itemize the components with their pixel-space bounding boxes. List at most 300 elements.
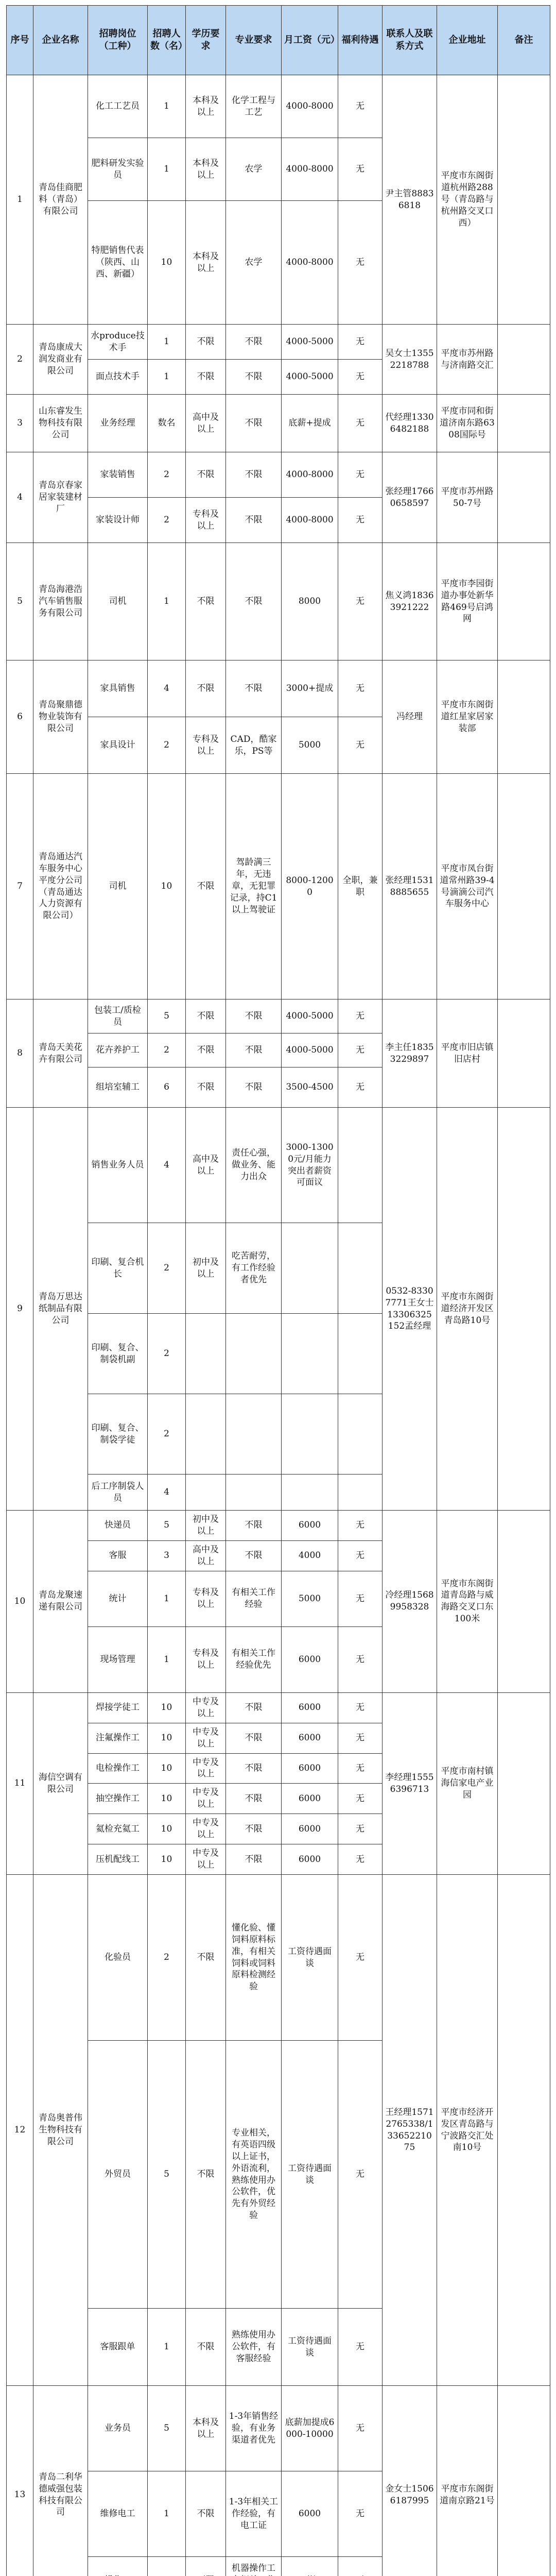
welfare-cell: 无	[338, 1753, 383, 1784]
salary-cell: 4000-8000	[282, 498, 338, 543]
salary-cell: 5000	[282, 1571, 338, 1626]
count-cell: 数名	[148, 395, 186, 452]
header-cell: 序号	[7, 6, 33, 75]
company-name-cell: 青岛康成大润发商业有限公司	[33, 325, 88, 395]
education-cell: 不限	[186, 1033, 226, 1067]
count-cell: 1	[148, 2309, 186, 2386]
major-cell: 不限	[226, 325, 282, 360]
welfare-cell: 无	[338, 75, 383, 138]
seq-cell: 1	[7, 75, 33, 325]
major-cell: 不限	[226, 360, 282, 395]
company-name-cell: 青岛二利华德威强包装科技有限公司	[33, 2386, 88, 2576]
major-cell: 不限	[226, 1723, 282, 1753]
remark-cell	[498, 75, 550, 325]
major-cell: 不限	[226, 1692, 282, 1723]
major-cell: 不限	[226, 1784, 282, 1814]
education-cell: 不限	[186, 2041, 226, 2309]
education-cell: 本科及以上	[186, 138, 226, 201]
welfare-cell	[338, 1108, 383, 1223]
header-cell: 企业名称	[33, 6, 88, 75]
post-cell: 销售业务人员	[88, 1108, 148, 1223]
address-cell: 平度市旧店镇旧店村	[437, 999, 498, 1108]
post-cell: 家装设计师	[88, 498, 148, 543]
welfare-cell: 无	[338, 1511, 383, 1541]
education-cell: 不限	[186, 325, 226, 360]
welfare-cell	[338, 1475, 383, 1511]
education-cell: 专科及以上	[186, 1571, 226, 1626]
table-body	[7, 75, 550, 2576]
seq-cell: 3	[7, 395, 33, 452]
company-name-cell: 山东睿发生物科技有限公司	[33, 395, 88, 452]
education-cell: 中专及以上	[186, 1692, 226, 1723]
post-cell: 特肥销售代表（陕西、山西、新疆）	[88, 201, 148, 325]
education-cell	[186, 1394, 226, 1475]
education-cell: 中专及以上	[186, 1784, 226, 1814]
major-cell: 吃苦耐劳，有工作经验者优先	[226, 1223, 282, 1314]
welfare-cell: 无	[338, 1875, 383, 2041]
header-cell: 月工资（元）	[282, 6, 338, 75]
contact-cell: 吴女士13552218788	[383, 325, 437, 395]
salary-cell	[282, 1314, 338, 1394]
table-row	[7, 395, 550, 452]
education-cell	[186, 1475, 226, 1511]
company-name-cell: 海信空调有限公司	[33, 1692, 88, 1874]
contact-cell: 李经理15556396713	[383, 1692, 437, 1874]
remark-cell	[498, 1875, 550, 2386]
education-cell: 中专及以上	[186, 1814, 226, 1844]
major-cell: 熟练使用办公软件，有客服经验	[226, 2309, 282, 2386]
major-cell: 1-3年相关工作经验，有电工证	[226, 2471, 282, 2557]
count-cell: 5	[148, 2041, 186, 2309]
company-name-cell: 青岛海港浩汽车销售服务有限公司	[33, 543, 88, 660]
salary-cell: 4000	[282, 1540, 338, 1571]
salary-cell: 6000	[282, 1844, 338, 1875]
remark-cell	[498, 999, 550, 1108]
salary-cell: 工资待遇面谈	[282, 1875, 338, 2041]
seq-cell: 6	[7, 660, 33, 774]
post-cell: 面点技术手	[88, 360, 148, 395]
salary-cell: 4000-5000	[282, 325, 338, 360]
salary-cell: 工资待遇面谈	[282, 2309, 338, 2386]
education-cell: 本科及以上	[186, 75, 226, 138]
major-cell: 农学	[226, 201, 282, 325]
seq-cell: 7	[7, 774, 33, 999]
table-row	[7, 660, 550, 717]
company-name-cell: 青岛京春家居家装建材厂	[33, 452, 88, 543]
education-cell: 不限	[186, 1067, 226, 1108]
count-cell: 4	[148, 1108, 186, 1223]
count-cell: 4	[148, 1475, 186, 1511]
major-cell: 不限	[226, 1753, 282, 1784]
address-cell: 平度市东阁街道杭州路288号（青岛路与杭州路交叉口西）	[437, 75, 498, 325]
table-row	[7, 325, 550, 360]
education-cell	[186, 2557, 226, 2576]
post-cell: 压机配线工	[88, 1844, 148, 1875]
table-row	[7, 1511, 550, 1541]
count-cell: 2	[148, 1033, 186, 1067]
education-cell: 初中及以上	[186, 1223, 226, 1314]
company-name-cell: 青岛龙聚速递有限公司	[33, 1511, 88, 1693]
salary-cell: 4000-8000	[282, 201, 338, 325]
salary-cell: 3500-4500	[282, 1067, 338, 1108]
welfare-cell: 无	[338, 660, 383, 717]
count-cell: 5	[148, 1511, 186, 1541]
address-cell: 平度市南村镇海信家电产业园	[437, 1692, 498, 1874]
welfare-cell: 无	[338, 2386, 383, 2471]
salary-cell: 4000-8000	[282, 75, 338, 138]
major-cell: 不限	[226, 1033, 282, 1067]
company-name-cell: 青岛聚鼎德物业装饰有限公司	[33, 660, 88, 774]
welfare-cell: 无	[338, 1814, 383, 1844]
salary-cell: 4000-5000	[282, 1033, 338, 1067]
welfare-cell: 无	[338, 1571, 383, 1626]
post-cell: 印刷、复合机长	[88, 1223, 148, 1314]
salary-cell: 8000-12000	[282, 774, 338, 999]
count-cell: 10	[148, 774, 186, 999]
seq-cell: 5	[7, 543, 33, 660]
welfare-cell: 无	[338, 1844, 383, 1875]
education-cell: 中专及以上	[186, 1844, 226, 1875]
contact-cell: 张经理17660658597	[383, 452, 437, 543]
count-cell: 1	[148, 543, 186, 660]
salary-cell: 6000	[282, 1753, 338, 1784]
major-cell: 不限	[226, 1844, 282, 1875]
seq-cell: 12	[7, 1875, 33, 2386]
welfare-cell: 无	[338, 395, 383, 452]
seq-cell: 4	[7, 452, 33, 543]
post-cell: 组培室辅工	[88, 1067, 148, 1108]
salary-cell: 3000-13000元/月能力突出者薪资可面议	[282, 1108, 338, 1223]
major-cell: 不限	[226, 999, 282, 1033]
welfare-cell	[338, 1314, 383, 1394]
education-cell: 不限	[186, 660, 226, 717]
count-cell: 10	[148, 1723, 186, 1753]
welfare-cell: 无	[338, 2309, 383, 2386]
major-cell: 专业相关，有英语四级以上证书，外语流利，熟练使用办公软件，优先有外贸经验	[226, 2041, 282, 2309]
welfare-cell: 无	[338, 999, 383, 1033]
post-cell: 水produce技术手	[88, 325, 148, 360]
education-cell: 不限	[186, 543, 226, 660]
major-cell: 不限	[226, 1067, 282, 1108]
salary-cell: 3000+提成	[282, 660, 338, 717]
count-cell: 10	[148, 1814, 186, 1844]
major-cell: CAD，酷家乐，PS等	[226, 717, 282, 774]
major-cell: 不限	[226, 1540, 282, 1571]
salary-cell: 4000-5000	[282, 999, 338, 1033]
address-cell: 平度市东阁街道红星家居家装部	[437, 660, 498, 774]
education-cell: 不限	[186, 1875, 226, 2041]
seq-cell: 11	[7, 1692, 33, 1874]
header-cell: 学历要求	[186, 6, 226, 75]
remark-cell	[498, 1511, 550, 1693]
post-cell: 业务员	[88, 2386, 148, 2471]
table-row	[7, 999, 550, 1033]
salary-cell: 4000-8000	[282, 452, 338, 498]
company-name-cell: 青岛奥普伟生物科技有限公司	[33, 1875, 88, 2386]
post-cell: 外贸员	[88, 2041, 148, 2309]
remark-cell	[498, 774, 550, 999]
contact-cell: 0532-83307771王女士13306325152孟经理	[383, 1108, 437, 1511]
education-cell: 中专及以上	[186, 1723, 226, 1753]
address-cell: 平度市东阁街道青岛路与威海路交叉口东100米	[437, 1511, 498, 1693]
post-cell: 抽空操作工	[88, 1784, 148, 1814]
table-row	[7, 452, 550, 498]
major-cell: 有相关工作经验	[226, 1571, 282, 1626]
welfare-cell: 无	[338, 1723, 383, 1753]
welfare-cell: 无	[338, 1784, 383, 1814]
major-cell: 不限	[226, 1814, 282, 1844]
education-cell: 不限	[186, 999, 226, 1033]
remark-cell	[498, 395, 550, 452]
salary-cell: 6000	[282, 1692, 338, 1723]
education-cell: 不限	[186, 360, 226, 395]
seq-cell: 10	[7, 1511, 33, 1693]
major-cell: 不限	[226, 1511, 282, 1541]
salary-cell: 6000	[282, 1814, 338, 1844]
count-cell: 1	[148, 360, 186, 395]
welfare-cell: 无	[338, 498, 383, 543]
major-cell: 不限	[226, 452, 282, 498]
seq-cell: 9	[7, 1108, 33, 1511]
remark-cell	[498, 2386, 550, 2576]
education-cell: 中专及以上	[186, 1753, 226, 1784]
salary-cell: 4000-8000	[282, 138, 338, 201]
salary-cell	[282, 2557, 338, 2576]
table-row	[7, 543, 550, 660]
count-cell: 10	[148, 1844, 186, 1875]
count-cell: 2	[148, 1875, 186, 2041]
welfare-cell: 无	[338, 717, 383, 774]
post-cell: 注氟操作工	[88, 1723, 148, 1753]
major-cell: 有相关工作经验优先	[226, 1626, 282, 1692]
salary-cell: 8000	[282, 543, 338, 660]
post-cell: 花卉养护工	[88, 1033, 148, 1067]
welfare-cell: 无	[338, 1033, 383, 1067]
salary-cell: 5000	[282, 717, 338, 774]
major-cell: 懂化验、懂饲料原料标准，有相关饲料或饲料原料检测经验	[226, 1875, 282, 2041]
salary-cell	[282, 1223, 338, 1314]
major-cell: 1-3年销售经验，有业务渠道者优先	[226, 2386, 282, 2471]
contact-cell: 代经理13306482188	[383, 395, 437, 452]
post-cell: 印刷、复合、制袋机副	[88, 1314, 148, 1394]
education-cell: 专科及以上	[186, 717, 226, 774]
address-cell: 平度市苏州路50-7号	[437, 452, 498, 543]
education-cell: 不限	[186, 2309, 226, 2386]
education-cell: 本科及以上	[186, 2386, 226, 2471]
table-row	[7, 774, 550, 999]
welfare-cell: 无	[338, 1626, 383, 1692]
welfare-cell: 无	[338, 1067, 383, 1108]
welfare-cell: 无	[338, 2471, 383, 2557]
education-cell: 不限	[186, 452, 226, 498]
post-cell: 维修电工	[88, 2471, 148, 2557]
contact-cell: 王经理15712765338/13365221075	[383, 1875, 437, 2386]
remark-cell	[498, 452, 550, 543]
count-cell: 2	[148, 717, 186, 774]
remark-cell	[498, 660, 550, 774]
address-cell: 平度市东阁街道南京路21号	[437, 2386, 498, 2576]
major-cell: 机器操作工	[226, 2557, 282, 2576]
post-cell: 统计	[88, 1571, 148, 1626]
count-cell: 5	[148, 2386, 186, 2471]
count-cell: 6	[148, 1067, 186, 1108]
count-cell: 4	[148, 660, 186, 717]
remark-cell	[498, 543, 550, 660]
table-row	[7, 1692, 550, 1723]
header-cell: 招聘岗位（工种）	[88, 6, 148, 75]
count-cell: 3	[148, 1540, 186, 1571]
post-cell: 快递员	[88, 1511, 148, 1541]
count-cell: 2	[148, 1223, 186, 1314]
count-cell: 5	[148, 999, 186, 1033]
post-cell: 氦检充氦工	[88, 1814, 148, 1844]
welfare-cell: 无	[338, 138, 383, 201]
post-cell: 焊接学徒工	[88, 1692, 148, 1723]
count-cell: 10	[148, 201, 186, 325]
header-cell: 福利待遇	[338, 6, 383, 75]
post-cell: 化验员	[88, 1875, 148, 2041]
education-cell: 本科及以上	[186, 201, 226, 325]
post-cell: 印刷、复合、制袋学徒	[88, 1394, 148, 1475]
education-cell: 初中及以上	[186, 1511, 226, 1541]
welfare-cell	[338, 2557, 383, 2576]
education-cell: 高中及以上	[186, 395, 226, 452]
welfare-cell: 无	[338, 2041, 383, 2309]
count-cell: 1	[148, 1571, 186, 1626]
header-cell: 招聘人数（名）	[148, 6, 186, 75]
major-cell	[226, 1314, 282, 1394]
seq-cell: 8	[7, 999, 33, 1108]
contact-cell: 冷经理15689958328	[383, 1511, 437, 1693]
company-name-cell: 青岛天美花卉有限公司	[33, 999, 88, 1108]
post-cell: 家具销售	[88, 660, 148, 717]
post-cell: 电检操作工	[88, 1753, 148, 1784]
post-cell: 客服跟单	[88, 2309, 148, 2386]
seq-cell: 2	[7, 325, 33, 395]
count-cell: 2	[148, 452, 186, 498]
remark-cell	[498, 325, 550, 395]
welfare-cell: 无	[338, 325, 383, 360]
count-cell	[148, 2557, 186, 2576]
major-cell	[226, 1475, 282, 1511]
address-cell: 平度市凤台街道常州路39-4号滴滴公司汽车服务中心	[437, 774, 498, 999]
post-cell: 司机	[88, 774, 148, 999]
post-cell: 司机	[88, 543, 148, 660]
salary-cell: 6000	[282, 1723, 338, 1753]
post-cell: 家装销售	[88, 452, 148, 498]
post-cell: 包装工/质检员	[88, 999, 148, 1033]
count-cell: 2	[148, 1394, 186, 1475]
post-cell: 业务经理	[88, 395, 148, 452]
job-table	[6, 5, 550, 2576]
contact-cell: 张经理15318885655	[383, 774, 437, 999]
major-cell: 不限	[226, 498, 282, 543]
header-cell: 联系人及联系方式	[383, 6, 437, 75]
count-cell: 1	[148, 1626, 186, 1692]
address-cell: 平度市同和街道济南东路6308国际号	[437, 395, 498, 452]
address-cell: 平度市东阁街道经济开发区青岛路10号	[437, 1108, 498, 1511]
post-cell: 肥料研发实验员	[88, 138, 148, 201]
salary-cell: 6000	[282, 1784, 338, 1814]
table-row	[7, 1875, 550, 2041]
salary-cell: 6000	[282, 1511, 338, 1541]
salary-cell: 底薪加提成6000-10000	[282, 2386, 338, 2471]
welfare-cell	[338, 1223, 383, 1314]
major-cell: 不限	[226, 543, 282, 660]
welfare-cell: 无	[338, 543, 383, 660]
post-cell: 家具设计	[88, 717, 148, 774]
company-name-cell: 青岛通达汽车服务中心平度分公司（青岛通达人力资源有限公司）	[33, 774, 88, 999]
salary-cell: 工资待遇面谈	[282, 2041, 338, 2309]
count-cell: 1	[148, 138, 186, 201]
count-cell: 1	[148, 325, 186, 360]
welfare-cell: 全职，兼职	[338, 774, 383, 999]
company-name-cell: 青岛佳商肥料（青岛）有限公司	[33, 75, 88, 325]
header-cell: 专业要求	[226, 6, 282, 75]
count-cell: 10	[148, 1784, 186, 1814]
remark-cell	[498, 1108, 550, 1511]
header-cell: 备注	[498, 6, 550, 75]
major-cell: 农学	[226, 138, 282, 201]
count-cell: 2	[148, 1314, 186, 1394]
education-cell: 不限	[186, 774, 226, 999]
welfare-cell: 无	[338, 1540, 383, 1571]
post-cell	[88, 2557, 148, 2576]
education-cell: 专科及以上	[186, 498, 226, 543]
table-row	[7, 75, 550, 138]
contact-cell: 焦义鸿18363921222	[383, 543, 437, 660]
post-cell: 现场管理	[88, 1626, 148, 1692]
contact-cell: 金女士15066187995	[383, 2386, 437, 2576]
salary-cell: 6000	[282, 2471, 338, 2557]
company-name-cell: 青岛万思达纸制品有限公司	[33, 1108, 88, 1511]
education-cell: 不限	[186, 2471, 226, 2557]
table-header	[7, 6, 550, 75]
count-cell: 2	[148, 498, 186, 543]
post-cell: 化工工艺员	[88, 75, 148, 138]
count-cell: 10	[148, 1753, 186, 1784]
contact-cell: 冯经理	[383, 660, 437, 774]
welfare-cell: 无	[338, 1692, 383, 1723]
major-cell: 驾龄满三年，无违章，无犯罪记录，持C1以上驾驶证	[226, 774, 282, 999]
post-cell: 客服	[88, 1540, 148, 1571]
education-cell: 高中及以上	[186, 1108, 226, 1223]
count-cell: 1	[148, 2471, 186, 2557]
welfare-cell	[338, 1394, 383, 1475]
major-cell: 不限	[226, 395, 282, 452]
seq-cell: 13	[7, 2386, 33, 2576]
count-cell: 10	[148, 1692, 186, 1723]
welfare-cell: 无	[338, 201, 383, 325]
major-cell	[226, 1394, 282, 1475]
major-cell: 不限	[226, 660, 282, 717]
post-cell: 后工序制袋人员	[88, 1475, 148, 1511]
address-cell: 平度市李园街道办事处新华路469号启鸿网	[437, 543, 498, 660]
salary-cell: 4000-5000	[282, 360, 338, 395]
address-cell: 平度市苏州路与济南路交汇	[437, 325, 498, 395]
contact-cell: 李主任18353229897	[383, 999, 437, 1108]
salary-cell: 6000	[282, 1626, 338, 1692]
table-row	[7, 1108, 550, 1223]
table-row	[7, 2386, 550, 2471]
major-cell: 化学工程与工艺	[226, 75, 282, 138]
education-cell: 高中及以上	[186, 1540, 226, 1571]
welfare-cell: 无	[338, 452, 383, 498]
address-cell: 平度市经济开发区青岛路与宁波路交汇处南10号	[437, 1875, 498, 2386]
count-cell: 1	[148, 75, 186, 138]
salary-cell: 底薪+提成	[282, 395, 338, 452]
salary-cell	[282, 1394, 338, 1475]
